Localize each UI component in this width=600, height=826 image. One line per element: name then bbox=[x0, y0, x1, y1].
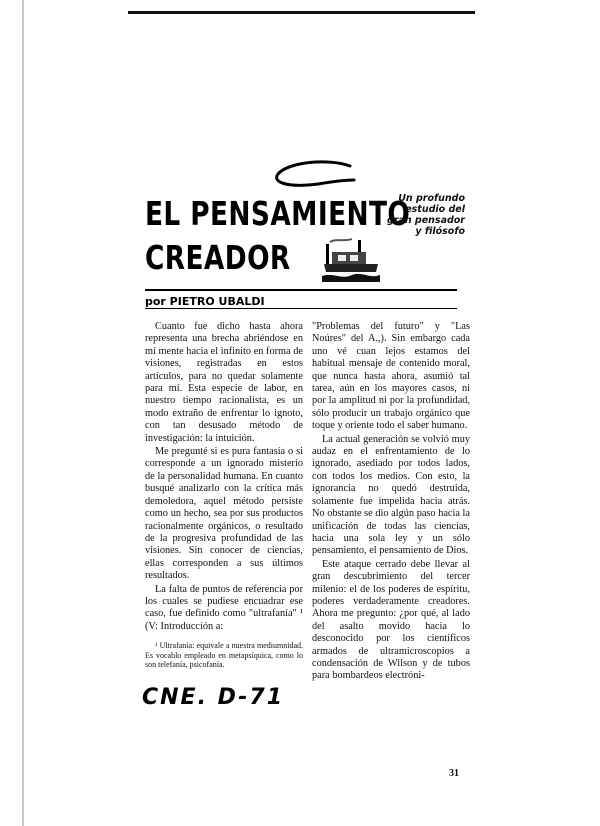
page-edge-shadow bbox=[22, 0, 24, 826]
page-number: 31 bbox=[449, 768, 459, 779]
subtitle-line: gran pensador bbox=[386, 215, 465, 226]
subtitle-line: Un profundo bbox=[398, 193, 465, 204]
paragraph: Este ataque cerrado debe llevar al gran descubrimiento del tercer milenio: el de los poderes de espíritu, poderes verdaderamente creadores. Ahora me pregunto: ¿por qué, al lado del asalto movido hacia lo desconocido por los científicos armados de ultramicroscopios a condensación de Wilson y de tubos para bombardeos electróni- bbox=[312, 558, 470, 682]
article-title-line-1: EL PENSAMIENTO bbox=[145, 194, 411, 233]
paragraph: Cuanto fue dicho hasta ahora representa una brecha abriéndose en mí mente hacia el infinito en forma de visiones, registradas en estos artículos, para no quedar solamente para mí. Esta especie de labor, en nuestro tiempo racionalista, es un modo extraño de enfrentar lo ignoto, con tan desusado método de investigación: la intuición. bbox=[145, 321, 303, 444]
pen-stroke-mark bbox=[268, 160, 358, 192]
paragraph: La falta de puntos de referencia por los cuales se pudiese encuadrar ese caso, fue definido como "ultrafanía" ¹ (V: Introducción a: bbox=[145, 583, 303, 632]
text-column-left bbox=[145, 321, 303, 670]
subtitle-line: estudio del bbox=[405, 204, 465, 215]
footnote: ¹ Ultrafanía: equivale a nuestra mediumnidad. Es vocablo empleado en metapsíquica, como lo son telefanía, psicofanía. bbox=[145, 641, 303, 670]
byline-rule-top bbox=[145, 289, 457, 291]
paragraph: Me pregunté si es pura fantasía o si corresponde a un ignorado misterio de la personalidad humana. En cuanto busqué analizarlo con la crítica más demoledora, aquel método persiste como un hecho, sea por sus productos racionalmente orgánicos, o resultado de la progresiva profundidad de las visiones. Sin conocer de ciencias, ellas corresponden a sus últimos resultados. bbox=[145, 446, 303, 582]
text-column-right bbox=[312, 321, 470, 683]
article-title-line-2: CREADOR bbox=[145, 238, 291, 277]
article-subtitle bbox=[383, 193, 465, 237]
byline: por PIETRO UBALDI bbox=[145, 295, 265, 308]
vignette-illustration bbox=[322, 238, 380, 282]
handwritten-archive-note: CNE. D-71 bbox=[142, 685, 285, 710]
top-rule bbox=[128, 11, 475, 14]
subtitle-line: y filósofo bbox=[415, 226, 465, 237]
byline-rule-bottom bbox=[145, 308, 457, 309]
paragraph: La actual generación se volvió muy audaz en el enfrentamiento de lo ignorado, asediado por todos lados, con todos los medios. Con esto, la ignorancia no quedó destruida, solamente fue impelida hacia atrás. No obstante se dio algún paso hacia la unificación de todas las ciencias, hacia una sola ley y un sólo pensamiento, el pensamiento de Dios. bbox=[312, 433, 470, 557]
paragraph: "Problemas del futuro" y "Las Noúres" del A.,). Sin embargo cada uno vé cuan lejos estamos del habitual mensaje de contenido moral, que nunca hasta ahora, asumió tal tarea, aún en los mayores casos, ni por la amplitud ni por la profundidad, sólo producir un trabajo orgánico que toque y oriente todo el saber humano. bbox=[312, 321, 470, 432]
